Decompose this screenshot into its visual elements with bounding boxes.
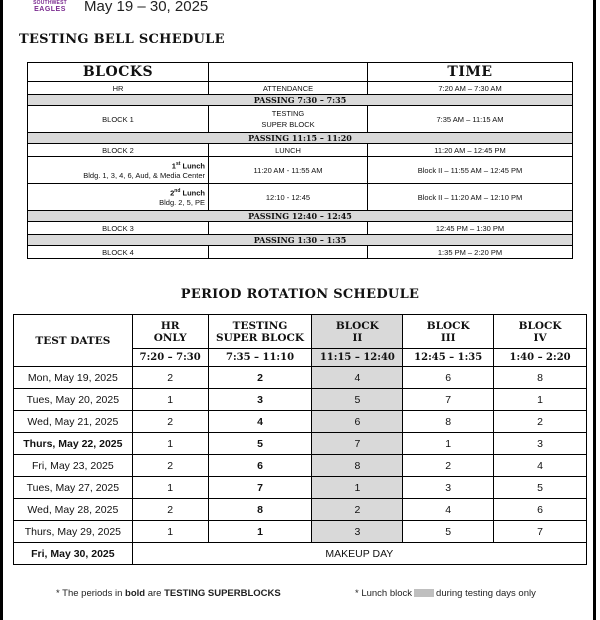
bell-row-block4: BLOCK 4 1:35 PM – 2:20 PM <box>28 246 573 259</box>
bell-row-second-lunch: 2nd Lunch Bldg. 2, 5, PE 12:10 - 12:45 Block II – 11:20 AM – 12:10 PM <box>28 184 573 211</box>
col-time-header: TIME <box>368 63 573 82</box>
passing-row: PASSING 12:40 – 12:45 <box>28 211 573 222</box>
school-logo: SOUTHWEST EAGLES <box>33 0 67 13</box>
table-row: Wed, May 21, 2025 2 4 6 8 2 <box>14 411 587 433</box>
date-range: May 19 – 30, 2025 <box>84 0 209 15</box>
passing-row: PASSING 11:15 – 11:20 <box>28 133 573 144</box>
bell-row-block3: BLOCK 3 12:45 PM – 1:30 PM <box>28 222 573 235</box>
col-test-dates: TEST DATES <box>14 315 133 367</box>
table-row: Fri, May 23, 2025 2 6 8 2 4 <box>14 455 587 477</box>
bell-header-row <box>28 63 573 82</box>
page-header <box>30 0 208 16</box>
bold-periods-note: * The periods in bold are TESTING SUPERBLOCKS <box>56 588 281 599</box>
table-row: Tues, May 20, 2025 1 3 5 7 1 <box>14 389 587 411</box>
bell-row-block1: BLOCK 1 TESTING SUPER BLOCK 7:35 AM – 11:15 AM <box>28 106 573 133</box>
lunch-block-note: * Lunch block during testing days only <box>355 588 536 599</box>
table-row: Thurs, May 22, 2025 1 5 7 1 3 <box>14 433 587 455</box>
table-row: Mon, May 19, 2025 2 2 4 6 8 <box>14 367 587 389</box>
rotation-header-row <box>14 315 587 349</box>
makeup-row: Fri, May 30, 2025 MAKEUP DAY <box>14 543 587 565</box>
passing-row: PASSING 1:30 – 1:35 <box>28 235 573 246</box>
rotation-times-row: 7:20 – 7:30 7:35 – 11:10 11:15 – 12:40 12:45 – 1:35 1:40 – 2:20 <box>14 349 587 367</box>
table-row: Thurs, May 29, 2025 1 1 3 5 7 <box>14 521 587 543</box>
bell-row-hr: HR ATTENDANCE 7:20 AM – 7:30 AM <box>28 82 573 95</box>
col-block-4: BLOCK IV <box>494 315 587 349</box>
lunch-shade-swatch <box>414 589 434 597</box>
col-hr-only: HR ONLY <box>132 315 208 349</box>
rotation-schedule-title: PERIOD ROTATION SCHEDULE <box>180 287 420 302</box>
col-block-2: BLOCK II <box>312 315 403 349</box>
bell-schedule-title: TESTING BELL SCHEDULE <box>19 32 225 47</box>
col-blocks-header: BLOCKS <box>28 63 209 82</box>
col-block-3: BLOCK III <box>403 315 494 349</box>
bell-row-block2: BLOCK 2 LUNCH 11:20 AM – 12:45 PM <box>28 144 573 157</box>
col-testing-super-block: TESTING SUPER BLOCK <box>208 315 312 349</box>
rotation-table <box>13 314 587 565</box>
passing-row: PASSING 7:30 – 7:35 <box>28 95 573 106</box>
table-row: Wed, May 28, 2025 2 8 2 4 6 <box>14 499 587 521</box>
bell-schedule-table <box>27 62 573 259</box>
table-row: Tues, May 27, 2025 1 7 1 3 5 <box>14 477 587 499</box>
bell-row-first-lunch: 1st Lunch Bldg. 1, 3, 4, 6, Aud, & Media Center 11:20 AM - 11:55 AM Block II – 11:55 AM – 12:45 PM <box>28 157 573 184</box>
